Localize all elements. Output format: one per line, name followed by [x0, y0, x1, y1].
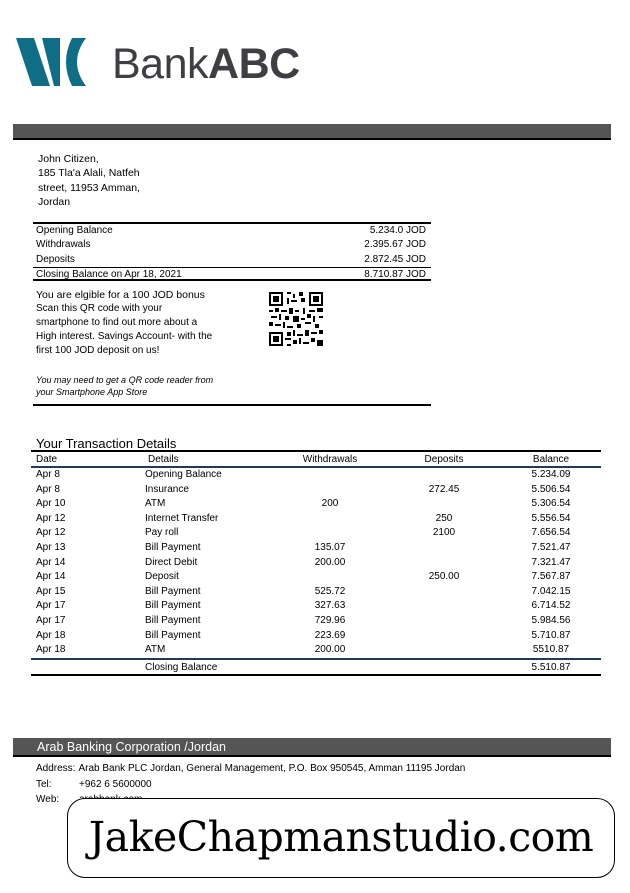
cell-deposit: 2100: [432, 527, 456, 539]
cell-withdrawal: 729.96: [314, 614, 346, 626]
cell-date: Apr 10: [36, 498, 66, 510]
footer-label: Tel:: [36, 778, 52, 790]
column-header-date: Date: [36, 454, 58, 465]
promo-note: [36, 374, 213, 398]
cell-withdrawal: 525.72: [314, 585, 346, 597]
cell-withdrawal: 200.00: [314, 644, 346, 656]
cell-balance: 6.714.52: [531, 600, 571, 612]
cell-deposit: [387, 629, 501, 644]
cell-date: Apr 14: [36, 556, 66, 568]
cell-date: Apr 17: [36, 614, 66, 626]
footer-label: Address:: [36, 763, 76, 774]
cell-details: Direct Debit: [145, 556, 198, 568]
summary-row-closing: [33, 267, 431, 281]
cell-deposit: [387, 468, 501, 483]
cell-balance: 5.234.09: [531, 469, 571, 480]
promo-note-line: You may need to get a QR code reader from: [36, 375, 214, 385]
cell-details: Bill Payment: [145, 600, 201, 612]
summary-value: 2.395.67 JOD: [364, 239, 426, 251]
summary-value: 5.234.0 JOD: [369, 225, 426, 236]
column-header-deposits: Deposits: [424, 454, 464, 465]
summary-value: 8.710.87 JOD: [364, 268, 426, 280]
logo-word-bank: Bank: [112, 40, 209, 88]
cell-balance: 7.521.47: [531, 541, 571, 553]
table-row: [31, 512, 601, 527]
footer-tel-row: [36, 777, 465, 793]
cell-withdrawal: 200: [321, 498, 339, 510]
summary-label: Withdrawals: [36, 239, 91, 251]
address-line: street, 11953 Amman,: [38, 181, 140, 194]
bank-logo-text: [112, 38, 300, 90]
summary-label: Opening Balance: [36, 225, 113, 236]
column-header-balance: Balance: [532, 454, 570, 465]
table-row: [31, 585, 601, 600]
cell-withdrawal: [273, 468, 387, 483]
table-row: [31, 556, 601, 571]
closing-balance-label: Closing Balance: [145, 661, 218, 673]
cell-empty: [387, 660, 501, 674]
cell-withdrawal: [273, 512, 387, 527]
table-row: [31, 526, 601, 541]
summary-row-deposits: [33, 253, 431, 267]
cell-details: Insurance: [145, 483, 189, 495]
cell-details: Deposit: [145, 571, 179, 583]
promo-note-line: your Smartphone App Store: [36, 387, 148, 397]
table-row: [31, 483, 601, 498]
cell-balance: 7.042.15: [531, 585, 571, 597]
promo-line: High interest. Savings Account- with the: [36, 331, 213, 342]
customer-name: John Citizen,: [38, 153, 99, 165]
promo-line: You are elgible for a 100 JOD bonus: [36, 289, 205, 301]
cell-details: ATM: [145, 498, 166, 510]
account-summary: [33, 222, 431, 281]
cell-deposit: 250.00: [428, 571, 460, 583]
cell-balance: 5.710.87: [531, 629, 571, 641]
cell-date: Apr 12: [36, 527, 66, 539]
cell-deposit: [387, 541, 501, 556]
watermark-text: JakeChapmanstudio.com: [88, 813, 594, 861]
cell-details: Internet Transfer: [145, 512, 219, 524]
bank-logo-mark-icon: [14, 36, 110, 88]
cell-deposit: [387, 599, 501, 614]
footer-address: Arab Bank PLC Jordan, General Management, P.O. Box 950545, Amman 11195 Jordan: [78, 763, 466, 774]
table-row: [31, 541, 601, 556]
cell-details: ATM: [145, 644, 166, 656]
cell-date: Apr 8: [36, 469, 60, 480]
cell-deposit: [387, 614, 501, 629]
cell-details: Opening Balance: [145, 469, 222, 480]
table-row: [31, 599, 601, 614]
cell-date: Apr 18: [36, 629, 66, 641]
header-bar: [13, 124, 611, 140]
cell-deposit: 272.45: [428, 483, 460, 495]
table-row: [31, 629, 601, 644]
table-row: [31, 614, 601, 629]
cell-balance: 5.506.54: [531, 483, 571, 495]
summary-label: Deposits: [36, 253, 75, 265]
address-line: Jordan: [38, 195, 71, 208]
cell-details: Pay roll: [145, 527, 179, 539]
cell-deposit: [387, 585, 501, 600]
cell-balance: 5.306.54: [531, 498, 571, 510]
cell-balance: 5.556.54: [531, 512, 571, 524]
promo-line: first 100 JOD deposit on us!: [36, 345, 160, 356]
cell-balance: 5.984.56: [531, 614, 571, 626]
cell-details: Bill Payment: [145, 585, 201, 597]
qr-code-icon: [269, 292, 323, 346]
cell-withdrawal: 200.00: [314, 556, 346, 568]
cell-date: Apr 18: [36, 644, 66, 656]
cell-date: Apr 15: [36, 585, 66, 597]
cell-withdrawal: 327.63: [314, 600, 346, 612]
bank-logo: [14, 36, 300, 88]
cell-withdrawal: 223.69: [314, 629, 346, 641]
cell-withdrawal: [273, 526, 387, 541]
summary-row-withdrawals: [33, 238, 431, 252]
closing-balance-value: 5.510.87: [531, 661, 571, 673]
footer-label: Web:: [36, 794, 60, 805]
cell-balance: 5510.87: [532, 644, 570, 656]
summary-label: Closing Balance on Apr 18, 2021: [36, 268, 182, 280]
table-header-row: [31, 452, 601, 468]
cell-deposit: 250: [435, 512, 453, 524]
promo-line: smartphone to find out more about a: [36, 317, 198, 328]
footer-company: Arab Banking Corporation /Jordan: [37, 740, 227, 754]
transactions-title: Your Transaction Details: [36, 436, 177, 451]
cell-withdrawal: 135.07: [314, 541, 346, 553]
logo-word-abc: ABC: [208, 40, 300, 88]
summary-row-opening: [33, 224, 431, 238]
promo-text: [36, 288, 256, 358]
cell-balance: 7.567.87: [531, 571, 571, 583]
footer-bar: [13, 738, 611, 757]
cell-deposit: [387, 497, 501, 512]
cell-deposit: [387, 643, 501, 658]
cell-date: Apr 8: [36, 483, 60, 495]
cell-details: Bill Payment: [145, 541, 201, 553]
table-row: [31, 570, 601, 585]
cell-date: Apr 14: [36, 571, 66, 583]
table-row: [31, 468, 601, 483]
cell-empty: [31, 660, 145, 674]
table-row: [31, 643, 601, 658]
watermark-banner: [67, 798, 615, 878]
transactions-table: [31, 450, 601, 676]
cell-details: Bill Payment: [145, 614, 201, 626]
table-row: [31, 497, 601, 512]
cell-deposit: [387, 556, 501, 571]
cell-withdrawal: [273, 483, 387, 498]
cell-balance: 7.321.47: [531, 556, 571, 568]
closing-balance-row: [31, 658, 601, 676]
address-line: 185 Tla'a Alali, Natfeh: [38, 167, 140, 180]
cell-withdrawal: [273, 570, 387, 585]
cell-date: Apr 12: [36, 512, 66, 524]
cell-details: Bill Payment: [145, 629, 201, 641]
footer-tel: +962 6 5600000: [79, 778, 152, 790]
footer-address-row: [36, 761, 465, 777]
promo-box: [33, 288, 431, 406]
cell-date: Apr 13: [36, 541, 66, 553]
cell-balance: 7.656.54: [531, 527, 571, 539]
column-header-details: Details: [148, 454, 179, 465]
column-header-withdrawals: Withdrawals: [302, 454, 358, 465]
cell-date: Apr 17: [36, 600, 66, 612]
customer-address: [38, 152, 140, 209]
promo-line: Scan this QR code with your: [36, 303, 163, 314]
summary-value: 2.872.45 JOD: [364, 253, 426, 265]
cell-empty: [273, 660, 387, 674]
